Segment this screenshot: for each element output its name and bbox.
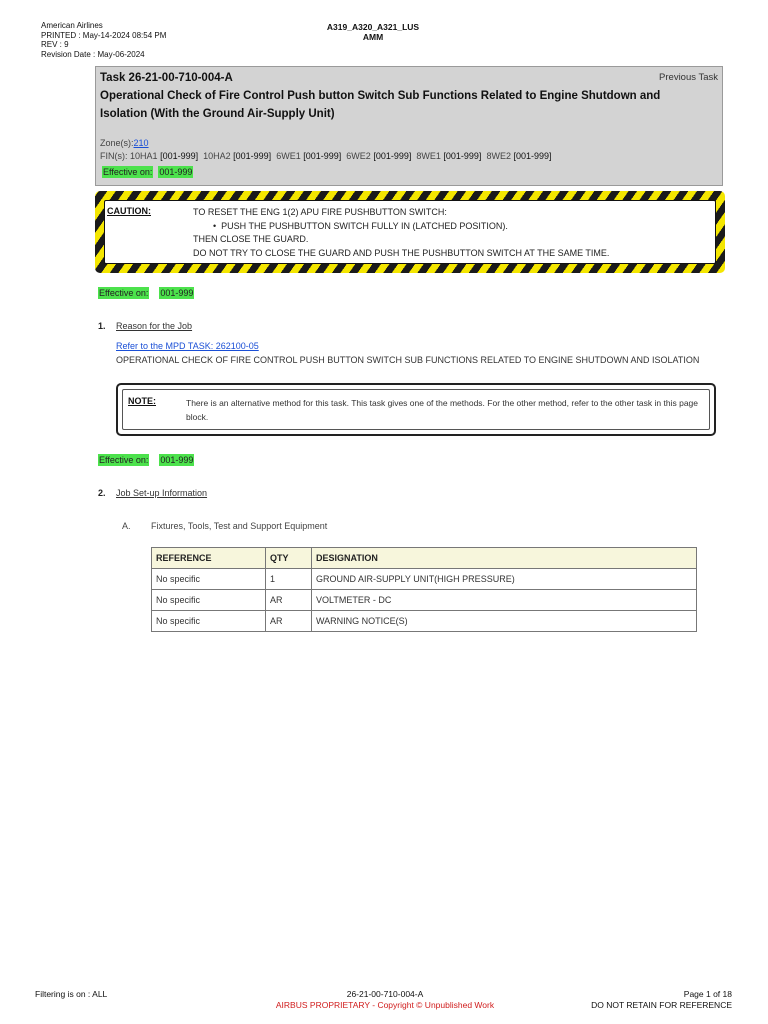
note-box <box>116 383 716 436</box>
task-effectivity <box>102 167 193 177</box>
previous-task-link[interactable]: Previous Task <box>659 72 718 83</box>
task-title: Operational Check of Fire Control Push button Switch Sub Functions Related to Engine Shutdown and Isolation (With the Ground Air-Supply Unit) <box>100 90 661 120</box>
footer-center <box>250 989 520 1011</box>
mpd-task-link-text[interactable]: Refer to the MPD TASK: 262100-05 <box>116 341 259 351</box>
reason-text: OPERATIONAL CHECK OF FIRE CONTROL PUSH BUTTON SWITCH SUB FUNCTIONS RELATED TO ENGINE SHUTDOWN AND ISOLATION <box>116 355 700 365</box>
revision-number: REV : 9 <box>41 40 69 50</box>
effective-label: Effective on: <box>103 167 153 177</box>
print-header <box>41 21 166 59</box>
effective-value: 001-999 <box>159 167 193 177</box>
table-cell: WARNING NOTICE(S) <box>312 611 697 632</box>
fin-code: 8WE2 <box>486 151 511 161</box>
caution-bullet-text: PUSH THE PUSHBUTTON SWITCH FULLY IN (LATCHED POSITION). <box>221 220 508 231</box>
caution-text <box>193 206 609 260</box>
table-cell: No specific <box>152 611 266 632</box>
table-cell: 1 <box>266 569 312 590</box>
tools-table <box>151 547 697 632</box>
page-number: Page 1 of 18 <box>683 989 732 999</box>
fin-range: [001-999] <box>303 151 342 161</box>
table-cell: AR <box>266 590 312 611</box>
caution-line: DO NOT TRY TO CLOSE THE GUARD AND PUSH THE PUSHBUTTON SWITCH AT THE SAME TIME. <box>193 247 610 258</box>
document-header <box>300 22 446 42</box>
zones-label: Zone(s): <box>100 138 134 148</box>
fin-code: 6WE2 <box>346 151 371 161</box>
document-type: AMM <box>362 32 384 42</box>
fin-range: [001-999] <box>443 151 482 161</box>
printed-date: PRINTED : May-14-2024 08:54 PM <box>41 30 167 40</box>
column-header: REFERENCE <box>152 548 266 569</box>
table-cell: No specific <box>152 569 266 590</box>
task-id: Task 26-21-00-710-004-A <box>100 72 233 84</box>
fins-label: FIN(s): <box>100 151 128 161</box>
effective-label: Effective on: <box>99 455 149 465</box>
table-cell: No specific <box>152 590 266 611</box>
note-text: There is an alternative method for this task. This task gives one of the methods. For the other method, refer to the other task in this page block. <box>186 398 699 422</box>
zones <box>100 138 149 148</box>
table-cell: AR <box>266 611 312 632</box>
fin-code: 10HA1 <box>130 151 158 161</box>
table-header-row <box>152 548 697 569</box>
fin-range: [001-999] <box>233 151 272 161</box>
caution-content <box>104 200 716 264</box>
section-number: 2. <box>98 488 106 498</box>
note-content <box>122 389 710 430</box>
fin-code: 10HA2 <box>203 151 231 161</box>
table-row <box>152 569 697 590</box>
caution-line: TO RESET THE ENG 1(2) APU FIRE PUSHBUTTON SWITCH: <box>193 207 447 217</box>
filter-status: Filtering is on : ALL <box>35 989 108 999</box>
caution-bullet: • PUSH THE PUSHBUTTON SWITCH FULLY IN (LATCHED POSITION). <box>213 220 508 231</box>
revision-date: Revision Date : May-06-2024 <box>41 49 145 59</box>
task-header-box <box>95 66 723 186</box>
table-cell: GROUND AIR-SUPPLY UNIT(HIGH PRESSURE) <box>312 569 697 590</box>
table-cell: VOLTMETER - DC <box>312 590 697 611</box>
caution-label: CAUTION: <box>107 206 151 216</box>
effectivity-line <box>98 455 194 465</box>
fin-code: 8WE1 <box>416 151 441 161</box>
footer-right <box>591 989 732 1011</box>
subsection-letter: A. <box>122 521 131 531</box>
caution-box <box>95 191 725 273</box>
mpd-task-link[interactable] <box>116 341 259 351</box>
proprietary-notice: AIRBUS PROPRIETARY - Copyright © Unpublished Work <box>275 1000 495 1010</box>
document-code: A319_A320_A321_LUS <box>326 22 420 32</box>
company-name: American Airlines <box>41 21 103 30</box>
footer-task-ref: 26-21-00-710-004-A <box>346 989 424 999</box>
table-row <box>152 590 697 611</box>
caution-line: THEN CLOSE THE GUARD. <box>193 234 309 244</box>
retain-notice: DO NOT RETAIN FOR REFERENCE <box>591 1000 732 1010</box>
fin-code: 6WE1 <box>276 151 301 161</box>
section-title-reason: Reason for the Job <box>116 321 193 331</box>
column-header: QTY <box>266 548 312 569</box>
column-header: DESIGNATION <box>312 548 697 569</box>
fin-range: [001-999] <box>160 151 199 161</box>
subsection-title: Fixtures, Tools, Test and Support Equipment <box>151 521 328 531</box>
note-label: NOTE: <box>128 396 156 406</box>
section-number: 1. <box>98 321 106 331</box>
effective-label: Effective on: <box>99 288 149 298</box>
fin-list <box>100 151 552 161</box>
effectivity-line <box>98 288 194 298</box>
effective-value: 001-999 <box>160 288 194 298</box>
table-row <box>152 611 697 632</box>
fin-range: [001-999] <box>513 151 552 161</box>
effective-value: 001-999 <box>160 455 194 465</box>
section-title-setup: Job Set-up Information <box>116 488 208 498</box>
fin-range: [001-999] <box>373 151 412 161</box>
zone-link[interactable]: 210 <box>133 138 149 148</box>
